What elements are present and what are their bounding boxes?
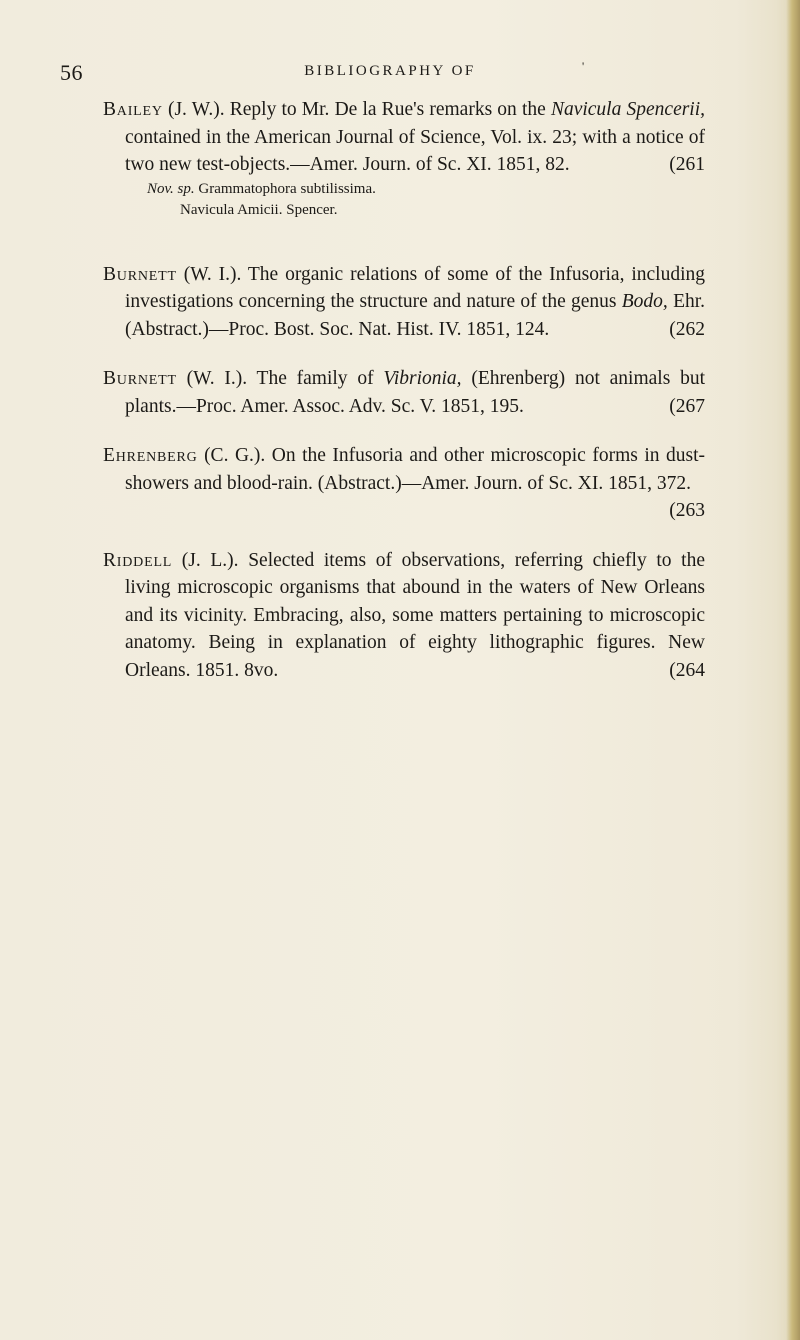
entry-initials: (W. I.). <box>183 263 242 285</box>
entry-number: (261 <box>669 154 705 175</box>
bibliography-entries <box>103 96 705 706</box>
entry-italic-title: Bodo, <box>621 291 668 312</box>
note-line-2: Navicula Amicii. Spencer. <box>180 201 338 218</box>
bibliography-entry <box>103 442 705 525</box>
running-head: BIBLIOGRAPHY OF <box>304 63 476 79</box>
note-line-1: Grammatophora subtilissima. <box>198 180 376 197</box>
entry-initials: (C. G.). <box>204 445 266 466</box>
entry-author: Bailey <box>103 99 163 120</box>
entry-initials: (J. L.). <box>181 549 239 571</box>
entry-number: (267 <box>669 395 705 417</box>
page-header <box>60 60 720 88</box>
entry-text: The organic relations of some of the Infusoria, including investigations concerning the structure and nature of the genus <box>125 263 705 312</box>
header-mark: ' <box>582 59 585 73</box>
entry-text-continued: Ehr. (Abstract.)—Proc. Bost. Soc. Nat. Hist. IV. 1851, 124. <box>125 291 706 340</box>
bibliography-entry <box>103 261 705 344</box>
entry-text: Selected items of observations, referring chiefly to the living microscopic organisms that abound in the waters of New Orleans and its vicinity. Embracing, also, some matters pertaining to microscopic anatomy. Being in explanation of eighty lithographic figures. New Orleans. 1851. 8vo. <box>125 549 705 681</box>
entry-initials: (J. W.). <box>167 99 225 120</box>
entry-initials: (W. I.). <box>186 368 248 389</box>
page-number: 56 <box>60 60 83 85</box>
entry-italic-title: Navicula Spencerii, <box>550 99 706 120</box>
entry-author: Burnett <box>103 368 177 389</box>
entry-author: Riddell <box>103 549 173 571</box>
entry-text-continued: (Ehrenberg) not animals but plants.—Proc. Amer. Assoc. Adv. Sc. V. 1851, 195. <box>125 368 705 417</box>
entry-number: (264 <box>669 659 705 681</box>
note-label: Nov. sp. <box>147 180 195 197</box>
entry-italic-title: Vibrionia, <box>383 368 462 389</box>
bibliography-entry <box>103 96 705 221</box>
entry-text: On the Infusoria and other microscopic forms in dust-showers and blood-rain. (Abstract.)—Amer. Journ. of Sc. XI. 1851, 372. <box>125 445 705 494</box>
entry-text-continued: contained in the American Journal of Science, Vol. ix. 23; with a notice of two new test-objects.—Amer. Journ. of Sc. XI. 1851, 82. <box>125 126 705 175</box>
bibliography-entry <box>103 365 705 420</box>
page-edge <box>786 0 800 1340</box>
bibliography-entry <box>103 547 705 685</box>
entry-number: (262 <box>669 318 705 340</box>
entry-number: (263 <box>669 500 705 521</box>
entry-text: The family of <box>256 368 374 389</box>
entry-author: Ehrenberg <box>103 445 198 466</box>
entry-author: Burnett <box>103 263 177 285</box>
entry-text: Reply to Mr. De la Rue's remarks on the <box>229 99 546 120</box>
entry-note <box>147 179 705 221</box>
